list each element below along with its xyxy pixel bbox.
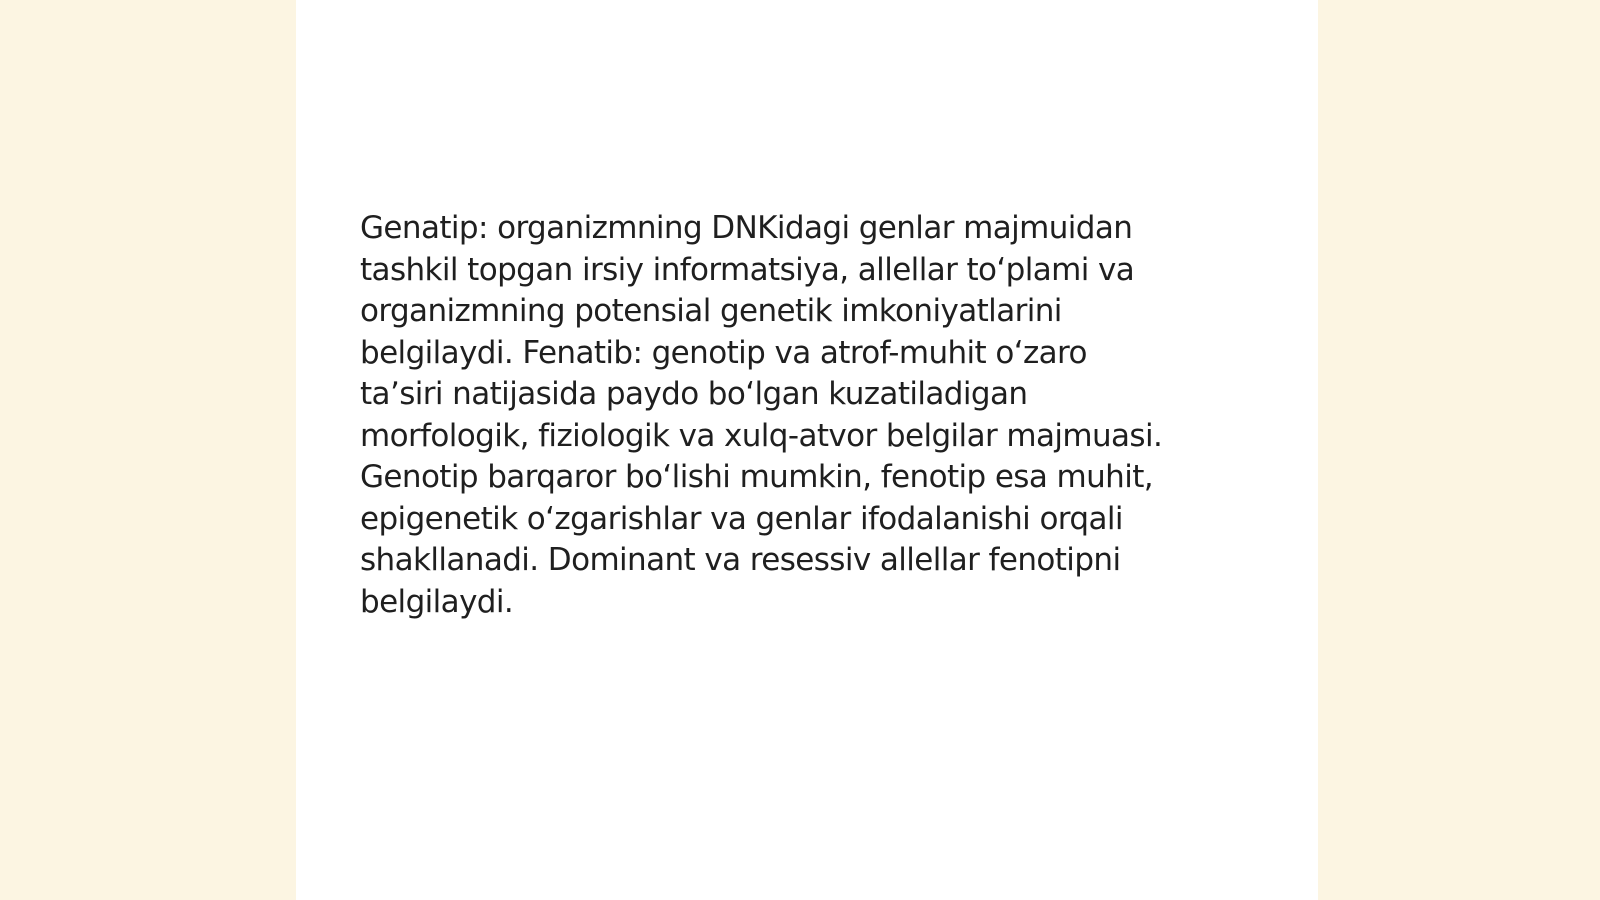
slide-page	[296, 0, 1318, 900]
slide-body-text: Genatip: organizmning DNKidagi genlar majmuidan tashkil topgan irsiy informatsiya, allellar toʻplami va organizmning potensial genetik imkoniyatlarini belgilaydi. Fenatib: genotip va atrof-muhit oʻzaro taʼsiri natijasida paydo boʻlgan kuzatiladigan morfologik, fiziologik va xulq-atvor belgilar majmuasi. Genotip barqaror boʻlishi mumkin, fenotip esa muhit, epigenetik oʻzgarishlar va genlar ifodalanishi orqali shakllanadi. Dominant va resessiv allellar fenotipni belgilaydi.	[360, 210, 1163, 620]
